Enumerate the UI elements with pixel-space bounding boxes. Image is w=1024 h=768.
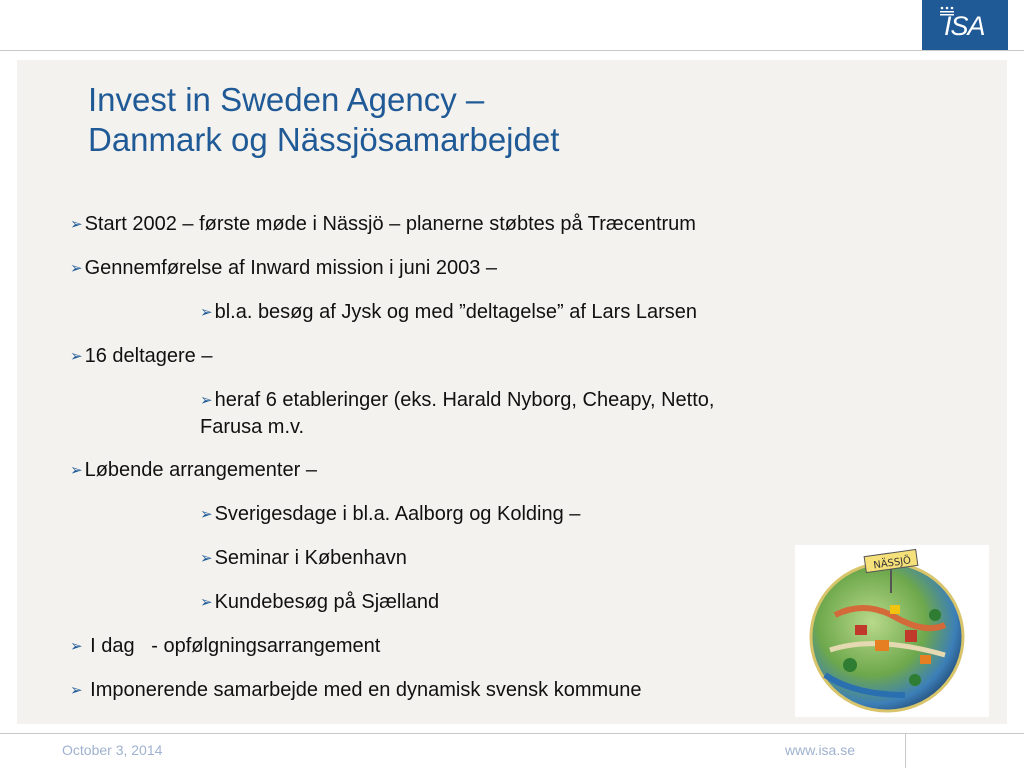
arrow-bullet-icon: ➢ xyxy=(200,594,213,611)
title-line-2: Danmark og Nässjösamarbejdet xyxy=(88,121,560,158)
arrow-bullet-icon: ➢ xyxy=(200,506,213,523)
bullet-item xyxy=(70,633,910,660)
bullet-text: Løbende arrangementer – xyxy=(84,459,317,481)
title-line-1: Invest in Sweden Agency – xyxy=(88,81,485,118)
bullet-text: Sverigesdage i bl.a. Aalborg og Kolding – xyxy=(214,503,581,525)
sub-bullet-item xyxy=(70,501,910,528)
bullet-text: 16 deltagere – xyxy=(84,345,213,367)
bullet-text: Seminar i København xyxy=(214,547,407,569)
bullet-item xyxy=(70,457,910,484)
arrow-bullet-icon: ➢ xyxy=(200,392,213,409)
arrow-bullet-icon: ➢ xyxy=(200,304,213,321)
sub-bullet-item xyxy=(70,299,910,326)
bullet-item xyxy=(70,677,910,704)
sub-bullet-item xyxy=(70,545,910,572)
footer-url[interactable]: www.isa.se xyxy=(785,742,856,758)
globe-sign-text: NÄSSJÖ xyxy=(872,555,912,572)
globe-illustration xyxy=(795,545,989,717)
footer-divider xyxy=(0,733,1024,734)
bullet-text: Imponerende samarbejde med en dynamisk svensk kommune xyxy=(84,679,642,701)
arrow-bullet-icon: ➢ xyxy=(70,462,83,479)
bullet-text: Kundebesøg på Sjælland xyxy=(214,591,440,613)
bullet-item xyxy=(70,211,910,238)
bullet-text: heraf 6 etableringer (eks. Harald Nyborg, Cheapy, Netto, Farusa m.v. xyxy=(200,389,715,438)
footer-separator xyxy=(905,733,906,768)
header-divider xyxy=(0,50,1024,51)
footer-date: October 3, 2014 xyxy=(62,742,163,758)
globe-icon xyxy=(795,545,989,717)
arrow-bullet-icon: ➢ xyxy=(70,216,83,233)
bullet-item xyxy=(70,343,910,370)
sub-bullet-item xyxy=(70,387,760,440)
arrow-bullet-icon: ➢ xyxy=(70,260,83,277)
bullet-text: Gennemførelse af Inward mission i juni 2003 – xyxy=(84,257,497,279)
slide-title xyxy=(88,80,559,160)
bullet-text: Start 2002 – første møde i Nässjö – planerne støbtes på Træcentrum xyxy=(84,213,696,235)
bullet-text: I dag - opfølgningsarrangement xyxy=(84,635,381,657)
bullet-list xyxy=(70,211,910,721)
logo-text: ISA xyxy=(944,11,985,41)
isa-logo[interactable] xyxy=(922,0,1008,50)
bullet-text: bl.a. besøg af Jysk og med ”deltagelse” af Lars Larsen xyxy=(214,301,698,323)
bullet-item xyxy=(70,255,910,282)
arrow-bullet-icon: ➢ xyxy=(70,348,83,365)
arrow-bullet-icon: ➢ xyxy=(70,638,83,655)
sub-bullet-item xyxy=(70,589,910,616)
arrow-bullet-icon: ➢ xyxy=(70,682,83,699)
arrow-bullet-icon: ➢ xyxy=(200,550,213,567)
